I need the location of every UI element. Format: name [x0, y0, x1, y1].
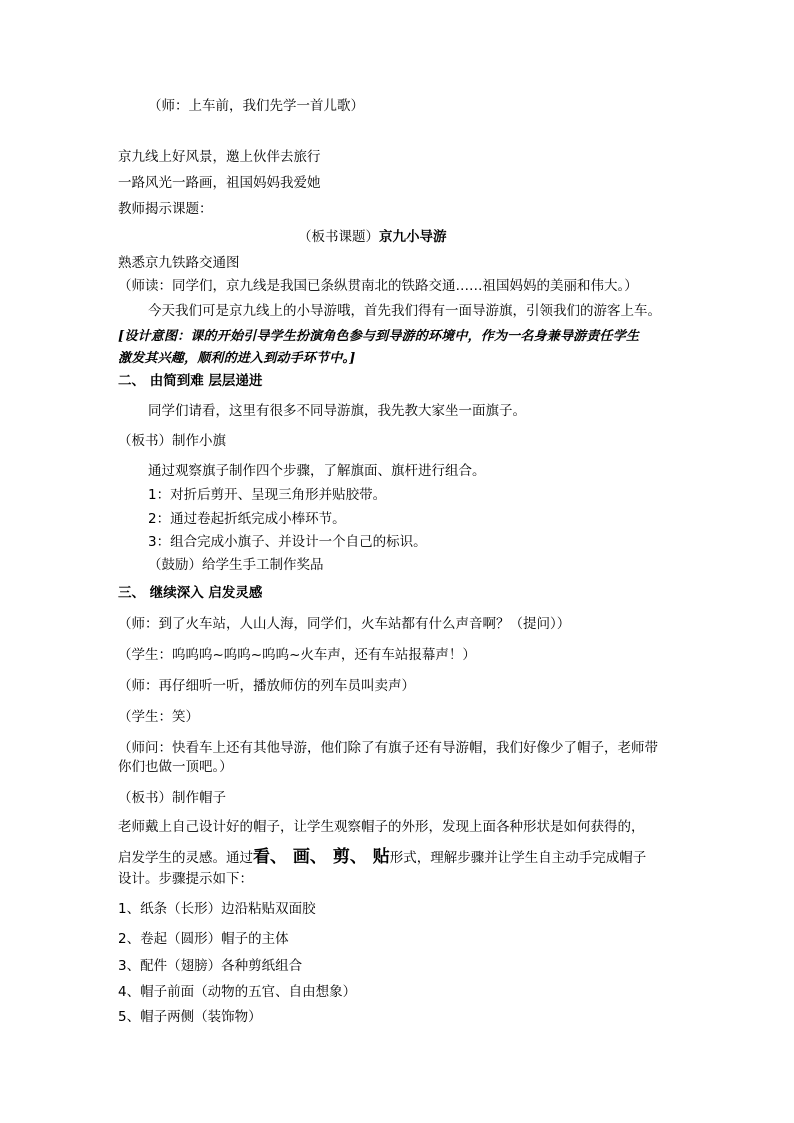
flag-step-3: 3：组合完成小旗子、并设计一个自己的标识。 [148, 534, 427, 550]
inspiration-suffix: 形式，理解步骤并让学生自主动手完成帽子 [389, 850, 647, 866]
hat-step-2: 2、卷起（圆形）帽子的主体 [118, 931, 289, 947]
board-hat-line: （板书）制作帽子 [118, 790, 226, 806]
rhyme-line-2: 一路风光一路画，祖国妈妈我爱她 [118, 175, 321, 191]
lesson-title: 京九小导游 [379, 229, 447, 245]
topic-reveal-line: 教师揭示课题： [118, 201, 213, 217]
hat-question-line-2: 你们也做一顶吧。） [118, 759, 233, 775]
flag-step-2: 2：通过卷起折纸完成小棒环节。 [148, 511, 346, 527]
hat-step-3: 3、配件（翅膀）各种剪纸组合 [118, 958, 303, 974]
four-actions: 看、 画、 剪、 贴 [253, 847, 390, 867]
student-answer-line: （学生：呜呜呜~呜呜~呜呜~火车声，还有车站报幕声！） [118, 647, 476, 663]
map-line: 熟悉京九铁路交通图 [118, 255, 240, 271]
flag-intro-line: 同学们请看，这里有很多不同导游旗，我先教大家坐一面旗子。 [148, 403, 526, 419]
design-intent-line-1: [设计意图：课的开始引导学生扮演角色参与到导游的环境中，作为一名身兼导游责任学生 [118, 329, 640, 344]
inspiration-prefix: 启发学生的灵感。通过 [118, 850, 253, 866]
guide-intro-line: 今天我们可是京九线上的小导游哦，首先我们得有一面导游旗，引领我们的游客上车。 [148, 303, 661, 319]
design-intent-line-2: 激发其兴趣，顺利的进入到动手环节中。] [118, 351, 356, 366]
flag-steps-intro: 通过观察旗子制作四个步骤，了解旗面、旗杆进行组合。 [148, 463, 486, 479]
inspiration-line [118, 846, 646, 869]
listen-again-line: （师：再仔细听一听，播放师仿的列车员叫卖声） [118, 678, 415, 694]
board-title-prefix: （板书课题） [298, 229, 379, 245]
teacher-intro-line: （师：上车前，我们先学一首儿歌） [148, 98, 364, 114]
steps-intro-line: 设计。步骤提示如下： [118, 871, 253, 887]
hat-observe-line: 老师戴上自己设计好的帽子，让学生观察帽子的外形，发现上面各种形状是如何获得的， [118, 819, 645, 835]
board-flag-line: （板书）制作小旗 [118, 433, 226, 449]
teacher-read-line: （师读：同学们，京九线是我国已条纵贯南北的铁路交通……祖国妈妈的美丽和伟大。） [118, 278, 638, 294]
section-heading-2: 二、 由简到难 层层递进 [118, 373, 263, 389]
rhyme-line-1: 京九线上好风景，邀上伙伴去旅行 [118, 149, 321, 165]
hat-step-4: 4、帽子前面（动物的五官、自由想象） [118, 984, 357, 1000]
flag-step-1: 1：对折后剪开、呈现三角形并贴胶带。 [148, 487, 387, 503]
board-title-line [298, 228, 447, 246]
section-heading-3: 三、 继续深入 启发灵感 [118, 585, 263, 601]
hat-step-5: 5、帽子两侧（装饰物） [118, 1009, 262, 1025]
student-laugh-line: （学生：笑） [118, 709, 199, 725]
reward-line: （鼓励）给学生手工制作奖品 [148, 557, 324, 573]
hat-question-line-1: （师问：快看车上还有其他导游，他们除了有旗子还有导游帽，我们好像少了帽子，老师带 [118, 740, 658, 756]
hat-step-1: 1、纸条（长形）边沿粘贴双面胶 [118, 901, 316, 917]
station-question-line: （师：到了火车站，人山人海，同学们，火车站都有什么声音啊？（提问）） [118, 616, 571, 632]
